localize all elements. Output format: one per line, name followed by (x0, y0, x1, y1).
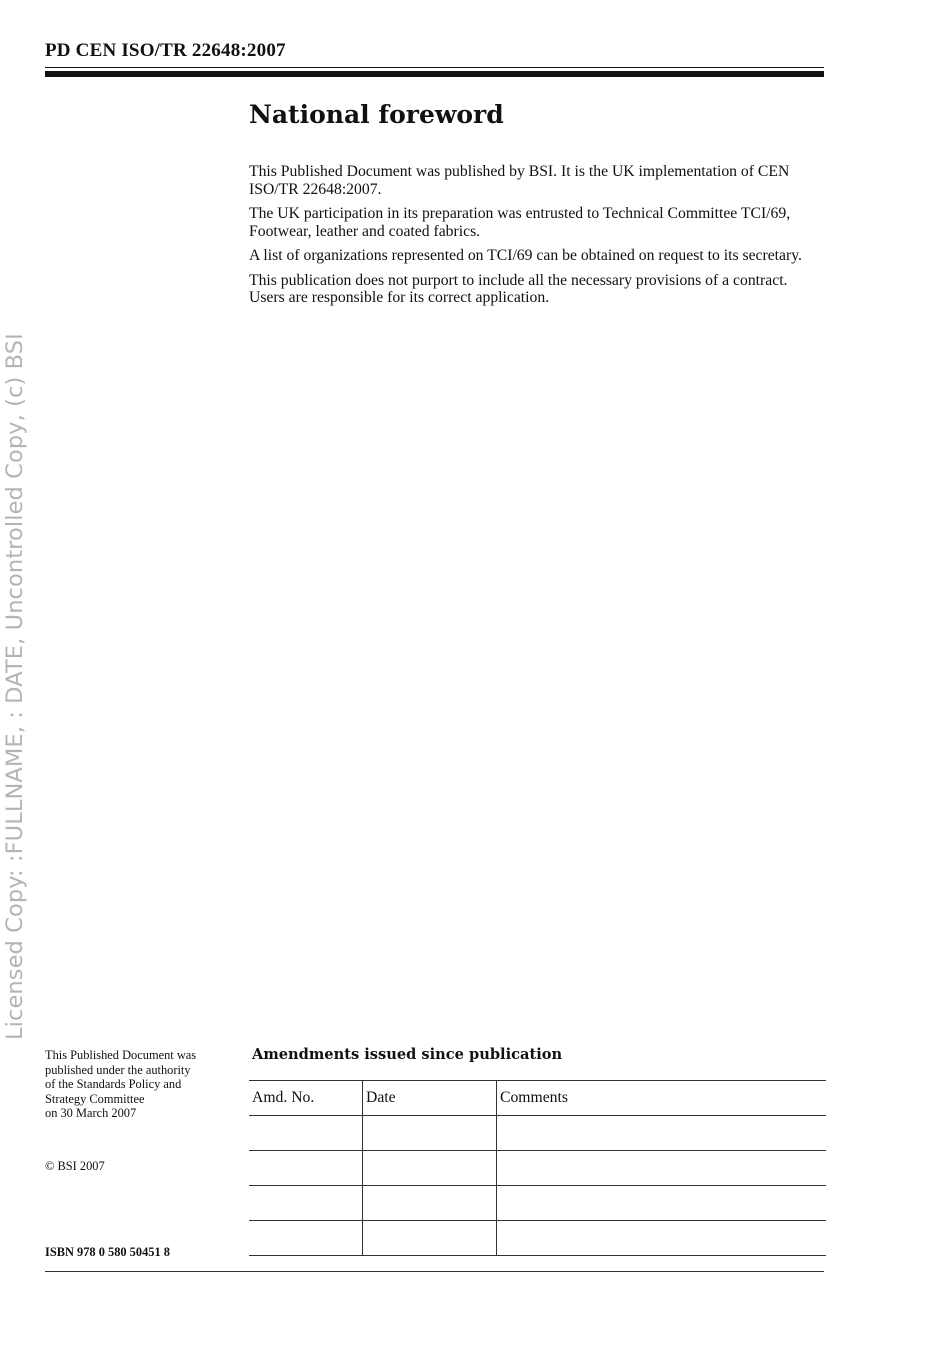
table-cell (497, 1221, 827, 1256)
table-cell (249, 1221, 363, 1256)
document-code: PD CEN ISO/TR 22648:2007 (45, 40, 286, 61)
authority-line: published under the authority (45, 1062, 191, 1077)
table-row (249, 1116, 826, 1151)
table-cell (249, 1186, 363, 1221)
header-rule-thin (45, 67, 824, 68)
table-cell (363, 1151, 497, 1186)
footer-rule (45, 1271, 824, 1272)
table-cell (497, 1151, 827, 1186)
table-header-row (249, 1081, 826, 1116)
table-row (249, 1186, 826, 1221)
authority-line: This Published Document was (45, 1048, 197, 1062)
table-cell (497, 1116, 827, 1151)
authority-line: on 30 March 2007 (45, 1106, 137, 1121)
authority-line: Strategy Committee (45, 1091, 145, 1106)
page-title: National foreword (249, 100, 504, 129)
table-cell (497, 1186, 827, 1221)
amendments-heading: Amendments issued since publication (252, 1046, 563, 1063)
table-cell (249, 1116, 363, 1151)
table-row (249, 1221, 826, 1256)
copyright-notice: © BSI 2007 (45, 1159, 105, 1173)
table-cell (363, 1221, 497, 1256)
isbn: ISBN 978 0 580 50451 8 (45, 1245, 170, 1259)
table-cell (363, 1116, 497, 1151)
foreword-paragraph: The UK participation in its preparation was entrusted to Technical Committee TCI/69, Footwear, leather and coated fabrics. (249, 205, 791, 240)
amendments-table (249, 1080, 826, 1256)
column-header-amd-no: Amd. No. (249, 1081, 363, 1116)
column-header-comments: Comments (497, 1081, 827, 1116)
column-header-date: Date (363, 1081, 497, 1116)
foreword-paragraph: A list of organizations represented on TCI/69 can be obtained on request to its secretary. (249, 247, 802, 264)
table-cell (363, 1186, 497, 1221)
foreword-paragraph: This Published Document was published by BSI. It is the UK implementation of CEN ISO/TR 22648:2007. (249, 163, 790, 198)
authority-line: of the Standards Policy and (45, 1077, 182, 1092)
foreword-body (249, 163, 827, 314)
authority-statement (45, 1048, 235, 1121)
header-rule-thick (45, 71, 824, 77)
license-watermark: Licensed Copy: :FULLNAME, : DATE, Uncontrolled Copy, (c) BSI (2, 333, 28, 1040)
foreword-paragraph: This publication does not purport to include all the necessary provisions of a contract. Users are responsible for its correct application. (249, 271, 788, 306)
table-row (249, 1151, 826, 1186)
table-cell (249, 1151, 363, 1186)
